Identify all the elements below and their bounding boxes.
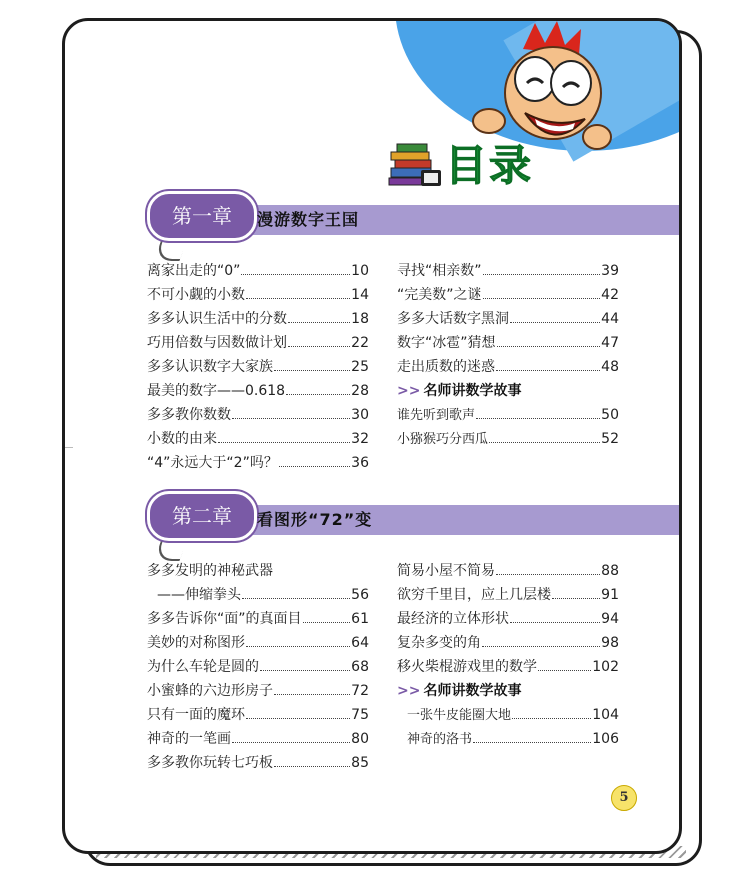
toc-item-title: 离家出走的“0” bbox=[147, 263, 241, 279]
leader-dots bbox=[246, 709, 350, 719]
double-chevron-icon: >> bbox=[397, 383, 421, 399]
toc-item-page: 32 bbox=[351, 431, 369, 447]
story-item-title: 小猕猴巧分西瓜 bbox=[397, 432, 489, 447]
toc-item[interactable] bbox=[147, 607, 369, 631]
toc-item-title: 寻找“相亲数” bbox=[397, 263, 482, 279]
toc-item-title: 移火柴棍游戏里的数学 bbox=[397, 659, 537, 675]
toc-item-page: 22 bbox=[351, 335, 369, 351]
toc-item-title: 神奇的一笔画 bbox=[147, 731, 231, 747]
toc-item-page: 80 bbox=[351, 731, 369, 747]
leader-dots bbox=[286, 385, 350, 395]
leader-dots bbox=[483, 265, 601, 275]
toc-item[interactable] bbox=[147, 331, 369, 355]
toc-item-title: “完美数”之谜 bbox=[397, 287, 482, 303]
toc-item[interactable] bbox=[147, 403, 369, 427]
leader-dots bbox=[274, 685, 350, 695]
toc-item-title: 小蜜蜂的六边形房子 bbox=[147, 683, 273, 699]
toc-item-page: 30 bbox=[351, 407, 369, 423]
margin-mark bbox=[65, 447, 73, 448]
toc-item-title: 为什么车轮是圆的 bbox=[147, 659, 259, 675]
toc-item-page: 56 bbox=[351, 587, 369, 603]
toc-item[interactable] bbox=[147, 727, 369, 751]
toc-item[interactable] bbox=[397, 307, 619, 331]
leader-dots bbox=[246, 637, 350, 647]
toc-page bbox=[62, 18, 682, 854]
story-item-title: 一张牛皮能圈大地 bbox=[407, 708, 512, 723]
toc-item[interactable] bbox=[147, 379, 369, 403]
toc-item-title: 美妙的对称图形 bbox=[147, 635, 245, 651]
chapter-2-badge: 第二章 bbox=[147, 491, 257, 541]
double-chevron-icon: >> bbox=[397, 683, 421, 699]
leader-dots bbox=[279, 457, 350, 467]
toc-item-title: 多多教你数数 bbox=[147, 407, 231, 423]
toc-item-title: 多多发明的神秘武器 bbox=[147, 563, 273, 579]
toc-item[interactable] bbox=[147, 259, 369, 283]
toc-item[interactable] bbox=[147, 427, 369, 451]
toc-item-title: 多多大话数字黑洞 bbox=[397, 311, 509, 327]
leader-dots bbox=[510, 313, 600, 323]
toc-item[interactable] bbox=[397, 655, 619, 679]
leader-dots bbox=[476, 409, 600, 419]
toc-item-page: 10 bbox=[351, 263, 369, 279]
toc-item[interactable] bbox=[397, 259, 619, 283]
toc-item[interactable] bbox=[147, 451, 369, 475]
toc-item-title: ——伸缩拳头 bbox=[157, 587, 241, 603]
toc-item-title: 只有一面的魔环 bbox=[147, 707, 245, 723]
toc-item-page: 91 bbox=[601, 587, 619, 603]
toc-item[interactable] bbox=[147, 355, 369, 379]
leader-dots bbox=[232, 733, 350, 743]
toc-item-title: 不可小觑的小数 bbox=[147, 287, 245, 303]
toc-item[interactable] bbox=[147, 631, 369, 655]
toc-item-title: 走出质数的迷惑 bbox=[397, 359, 495, 375]
toc-item[interactable] bbox=[147, 583, 369, 607]
toc-item-page: 47 bbox=[601, 335, 619, 351]
leader-dots bbox=[552, 589, 600, 599]
story-section-label: 名师讲数学故事 bbox=[423, 383, 522, 399]
toc-item-title: 最经济的立体形状 bbox=[397, 611, 509, 627]
chapter-1-badge: 第一章 bbox=[147, 191, 257, 241]
chapter-2-left-list bbox=[147, 559, 369, 775]
toc-item[interactable] bbox=[147, 559, 369, 583]
leader-dots bbox=[241, 265, 350, 275]
leader-dots bbox=[473, 733, 591, 743]
toc-item[interactable] bbox=[397, 331, 619, 355]
books-icon bbox=[387, 138, 445, 188]
story-item[interactable] bbox=[397, 703, 619, 727]
toc-item[interactable] bbox=[397, 631, 619, 655]
page-title: 目录 bbox=[445, 141, 534, 190]
story-item-page: 104 bbox=[592, 707, 619, 723]
toc-item[interactable] bbox=[147, 751, 369, 775]
toc-item[interactable] bbox=[397, 355, 619, 379]
toc-item-title: “4”永远大于“2”吗？ bbox=[147, 455, 278, 471]
toc-item-page: 39 bbox=[601, 263, 619, 279]
toc-item[interactable] bbox=[147, 307, 369, 331]
toc-item-page: 68 bbox=[351, 659, 369, 675]
toc-item-title: 最美的数字——0.618 bbox=[147, 383, 286, 399]
toc-item-title: 小数的由来 bbox=[147, 431, 217, 447]
toc-item[interactable] bbox=[147, 655, 369, 679]
toc-item-page: 36 bbox=[351, 455, 369, 471]
story-item[interactable] bbox=[397, 727, 619, 751]
chapter-2-title: 看图形“72”变 bbox=[257, 510, 373, 529]
toc-item-title: 多多认识生活中的分数 bbox=[147, 311, 287, 327]
chapter-2-header bbox=[147, 491, 617, 547]
toc-item[interactable] bbox=[397, 283, 619, 307]
leader-dots bbox=[538, 661, 591, 671]
chapter-1-title: 漫游数字王国 bbox=[257, 210, 360, 229]
toc-item-page: 85 bbox=[351, 755, 369, 771]
leader-dots bbox=[496, 361, 600, 371]
toc-item[interactable] bbox=[397, 607, 619, 631]
toc-item-page: 14 bbox=[351, 287, 369, 303]
story-item-title: 神奇的洛书 bbox=[407, 732, 473, 747]
leader-dots bbox=[246, 289, 350, 299]
toc-item-page: 42 bbox=[601, 287, 619, 303]
toc-item-title: 复杂多变的角 bbox=[397, 635, 481, 651]
toc-item-page: 25 bbox=[351, 359, 369, 375]
leader-dots bbox=[496, 565, 600, 575]
chapter-2-right-list bbox=[397, 559, 619, 751]
story-section-header bbox=[397, 379, 619, 403]
story-section-label: 名师讲数学故事 bbox=[423, 683, 522, 699]
toc-item-page: 44 bbox=[601, 311, 619, 327]
toc-item-page: 18 bbox=[351, 311, 369, 327]
story-item-page: 106 bbox=[592, 731, 619, 747]
toc-item-title: 多多告诉你“面”的真面目 bbox=[147, 611, 302, 627]
leader-dots bbox=[242, 589, 350, 599]
story-item[interactable] bbox=[397, 403, 619, 427]
toc-item-page: 61 bbox=[351, 611, 369, 627]
toc-item-title: 欲穷千里目，应上几层楼 bbox=[397, 587, 551, 603]
leader-dots bbox=[303, 613, 351, 623]
leader-dots bbox=[288, 313, 350, 323]
leader-dots bbox=[218, 433, 350, 443]
page-number-badge: 5 bbox=[611, 785, 637, 811]
story-section-header bbox=[397, 679, 619, 703]
toc-item-page: 48 bbox=[601, 359, 619, 375]
chapter-1-header bbox=[147, 191, 617, 247]
leader-dots bbox=[232, 409, 350, 419]
toc-item-page: 64 bbox=[351, 635, 369, 651]
chapter-1-right-list bbox=[397, 259, 619, 451]
toc-item-page: 75 bbox=[351, 707, 369, 723]
leader-dots bbox=[274, 361, 350, 371]
toc-item-page: 98 bbox=[601, 635, 619, 651]
toc-item-title: 简易小屋不简易 bbox=[397, 563, 495, 579]
toc-item-title: 数字“冰雹”猜想 bbox=[397, 335, 496, 351]
story-item-page: 52 bbox=[601, 431, 619, 447]
toc-item-title: 巧用倍数与因数做计划 bbox=[147, 335, 287, 351]
toc-item-title: 多多认识数字大家族 bbox=[147, 359, 273, 375]
toc-item-page: 94 bbox=[601, 611, 619, 627]
toc-item-page: 72 bbox=[351, 683, 369, 699]
leader-dots bbox=[288, 337, 350, 347]
story-item-page: 50 bbox=[601, 407, 619, 423]
toc-item[interactable] bbox=[147, 283, 369, 307]
story-item[interactable] bbox=[397, 427, 619, 451]
story-item-title: 谁先听到歌声 bbox=[397, 408, 476, 423]
leader-dots bbox=[260, 661, 350, 671]
leader-dots bbox=[497, 337, 601, 347]
toc-item-title: 多多教你玩转七巧板 bbox=[147, 755, 273, 771]
title-block bbox=[387, 133, 533, 193]
toc-item[interactable] bbox=[397, 583, 619, 607]
chapter-1-left-list bbox=[147, 259, 369, 475]
toc-item[interactable] bbox=[147, 703, 369, 727]
leader-dots bbox=[512, 709, 591, 719]
toc-item-page: 28 bbox=[351, 383, 369, 399]
leader-dots bbox=[482, 637, 600, 647]
leader-dots bbox=[489, 433, 600, 443]
leader-dots bbox=[483, 289, 601, 299]
leader-dots bbox=[510, 613, 600, 623]
toc-item-page: 102 bbox=[592, 659, 619, 675]
toc-item-page: 88 bbox=[601, 563, 619, 579]
leader-dots bbox=[274, 757, 350, 767]
toc-item[interactable] bbox=[397, 559, 619, 583]
toc-item[interactable] bbox=[147, 679, 369, 703]
